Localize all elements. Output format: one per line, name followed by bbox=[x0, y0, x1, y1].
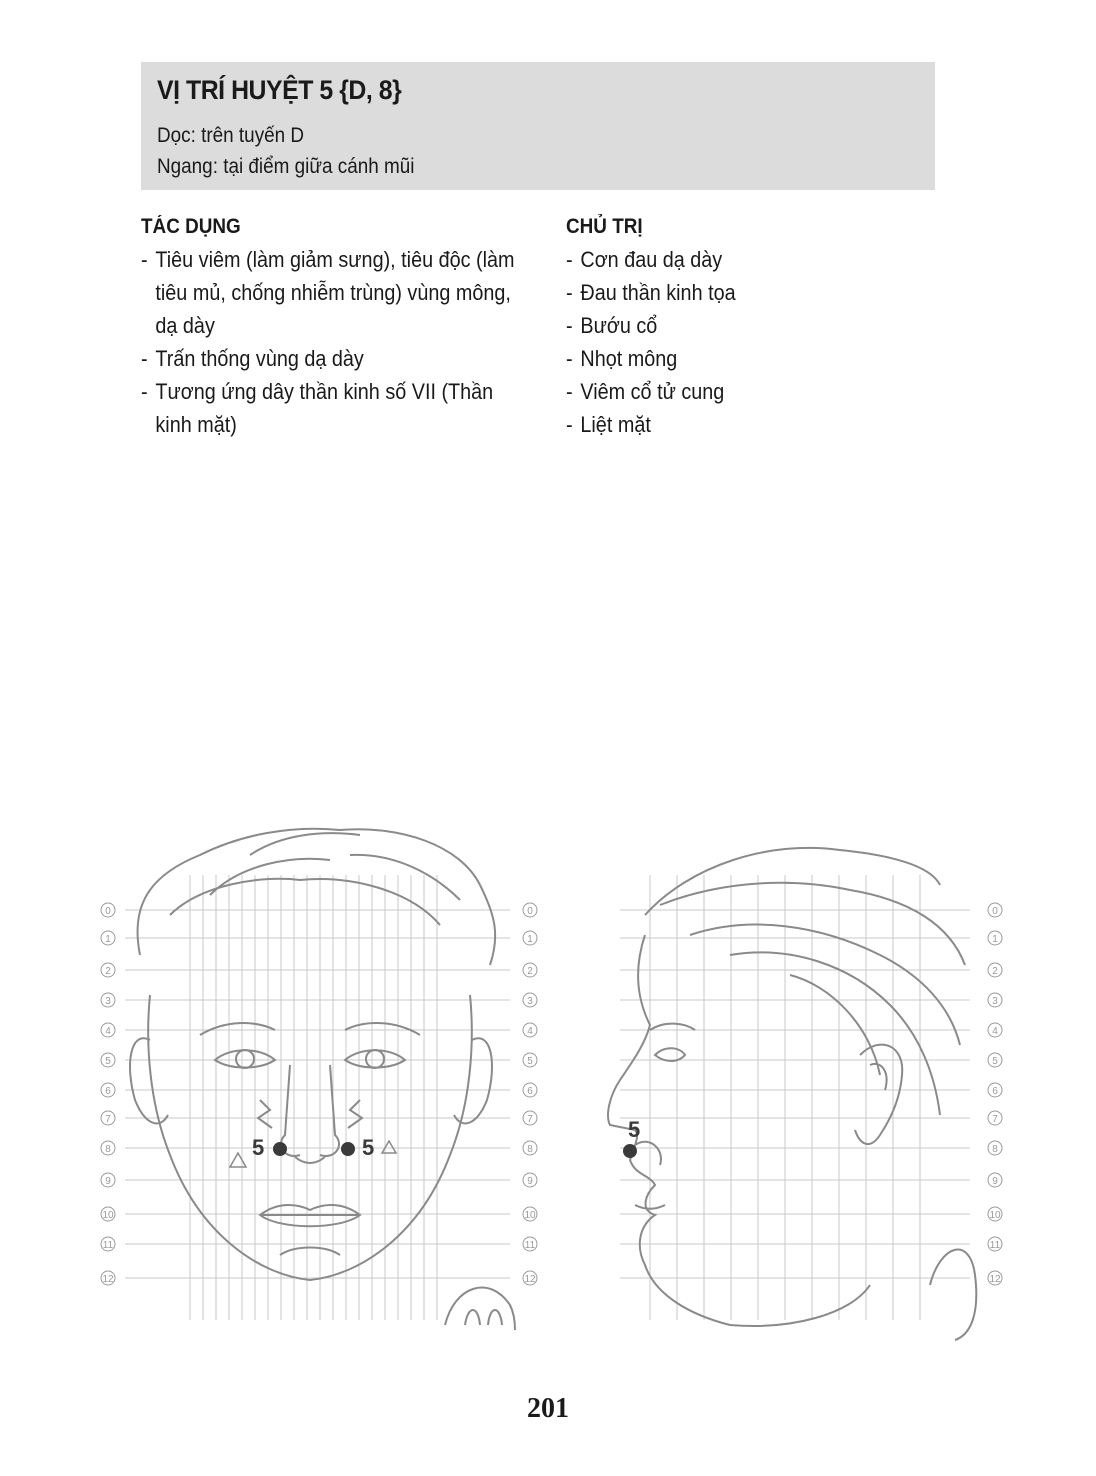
row-label-7: 7 bbox=[992, 1114, 998, 1125]
front-row-labels-left bbox=[101, 903, 115, 1285]
row-label-6: 6 bbox=[105, 1086, 111, 1097]
point-label-left: 5 bbox=[252, 1135, 265, 1160]
indications-heading: CHỦ TRỊ bbox=[566, 215, 643, 238]
profile-point-label: 5 bbox=[628, 1117, 641, 1142]
indications-list bbox=[566, 243, 896, 441]
front-face-drawing bbox=[130, 829, 515, 1330]
row-label-11: 11 bbox=[102, 1240, 114, 1251]
row-label-11: 11 bbox=[989, 1240, 1001, 1251]
list-item: - Tiêu viêm (làm giảm sưng), tiêu độc (làm tiêu mủ, chống nhiễm trùng) vùng mông, dạ dày bbox=[141, 243, 533, 342]
acupoint-left bbox=[273, 1142, 287, 1156]
face-diagrams bbox=[90, 815, 1010, 1345]
vertical-position: Dọc: trên tuyến D bbox=[157, 124, 305, 147]
row-label-0: 0 bbox=[992, 906, 998, 917]
point-label-right: 5 bbox=[362, 1135, 375, 1160]
profile-acupoint bbox=[623, 1144, 637, 1158]
row-label-6: 6 bbox=[527, 1086, 533, 1097]
profile-face-figure bbox=[608, 848, 1002, 1340]
row-label-5: 5 bbox=[527, 1056, 533, 1067]
list-item: - Bướu cổ bbox=[566, 309, 863, 342]
row-label-3: 3 bbox=[527, 996, 533, 1007]
row-label-3: 3 bbox=[105, 996, 111, 1007]
row-label-8: 8 bbox=[992, 1144, 998, 1155]
list-item: - Cơn đau dạ dày bbox=[566, 243, 863, 276]
row-label-5: 5 bbox=[105, 1056, 111, 1067]
profile-face-drawing bbox=[608, 848, 976, 1340]
front-row-labels-right bbox=[523, 903, 537, 1285]
profile-face-grid bbox=[620, 875, 970, 1320]
list-item: - Trấn thống vùng dạ dày bbox=[141, 342, 533, 375]
row-label-2: 2 bbox=[527, 966, 533, 977]
row-label-0: 0 bbox=[105, 906, 111, 917]
page-number: 201 bbox=[527, 1393, 569, 1424]
row-label-10: 10 bbox=[102, 1210, 114, 1221]
row-label-10: 10 bbox=[989, 1210, 1001, 1221]
row-label-12: 12 bbox=[989, 1274, 1001, 1285]
row-label-9: 9 bbox=[105, 1176, 111, 1187]
row-label-8: 8 bbox=[527, 1144, 533, 1155]
profile-row-labels bbox=[988, 903, 1002, 1285]
triangle-marker-right bbox=[382, 1141, 396, 1153]
indications-section bbox=[566, 210, 896, 441]
row-label-10: 10 bbox=[524, 1210, 536, 1221]
list-item: - Nhọt mông bbox=[566, 342, 863, 375]
triangle-marker-left bbox=[230, 1153, 246, 1167]
row-label-1: 1 bbox=[105, 934, 111, 945]
row-label-2: 2 bbox=[105, 966, 111, 977]
row-label-7: 7 bbox=[105, 1114, 111, 1125]
list-item: - Viêm cổ tử cung bbox=[566, 375, 863, 408]
front-face-figure bbox=[101, 829, 537, 1330]
row-label-9: 9 bbox=[527, 1176, 533, 1187]
row-label-6: 6 bbox=[992, 1086, 998, 1097]
acupoint-right bbox=[341, 1142, 355, 1156]
row-label-8: 8 bbox=[105, 1144, 111, 1155]
row-label-1: 1 bbox=[527, 934, 533, 945]
row-label-11: 11 bbox=[524, 1240, 536, 1251]
effects-section bbox=[141, 210, 531, 441]
page-title: VỊ TRÍ HUYỆT 5 {D, 8} bbox=[157, 75, 402, 105]
row-label-4: 4 bbox=[527, 1026, 533, 1037]
horizontal-position: Ngang: tại điểm giữa cánh mũi bbox=[157, 155, 415, 178]
row-label-7: 7 bbox=[527, 1114, 533, 1125]
row-label-2: 2 bbox=[992, 966, 998, 977]
list-item: - Đau thần kinh tọa bbox=[566, 276, 863, 309]
row-label-4: 4 bbox=[992, 1026, 998, 1037]
header-box bbox=[141, 62, 935, 190]
row-label-0: 0 bbox=[527, 906, 533, 917]
effects-heading: TÁC DỤNG bbox=[141, 215, 241, 238]
row-label-12: 12 bbox=[102, 1274, 114, 1285]
row-label-9: 9 bbox=[992, 1176, 998, 1187]
row-label-5: 5 bbox=[992, 1056, 998, 1067]
row-label-3: 3 bbox=[992, 996, 998, 1007]
list-item: - Liệt mặt bbox=[566, 408, 863, 441]
row-label-12: 12 bbox=[524, 1274, 536, 1285]
row-label-1: 1 bbox=[992, 934, 998, 945]
front-face-grid bbox=[125, 875, 510, 1320]
effects-list bbox=[141, 243, 531, 441]
list-item: - Tương ứng dây thần kinh số VII (Thần kinh mặt) bbox=[141, 375, 533, 441]
row-label-4: 4 bbox=[105, 1026, 111, 1037]
